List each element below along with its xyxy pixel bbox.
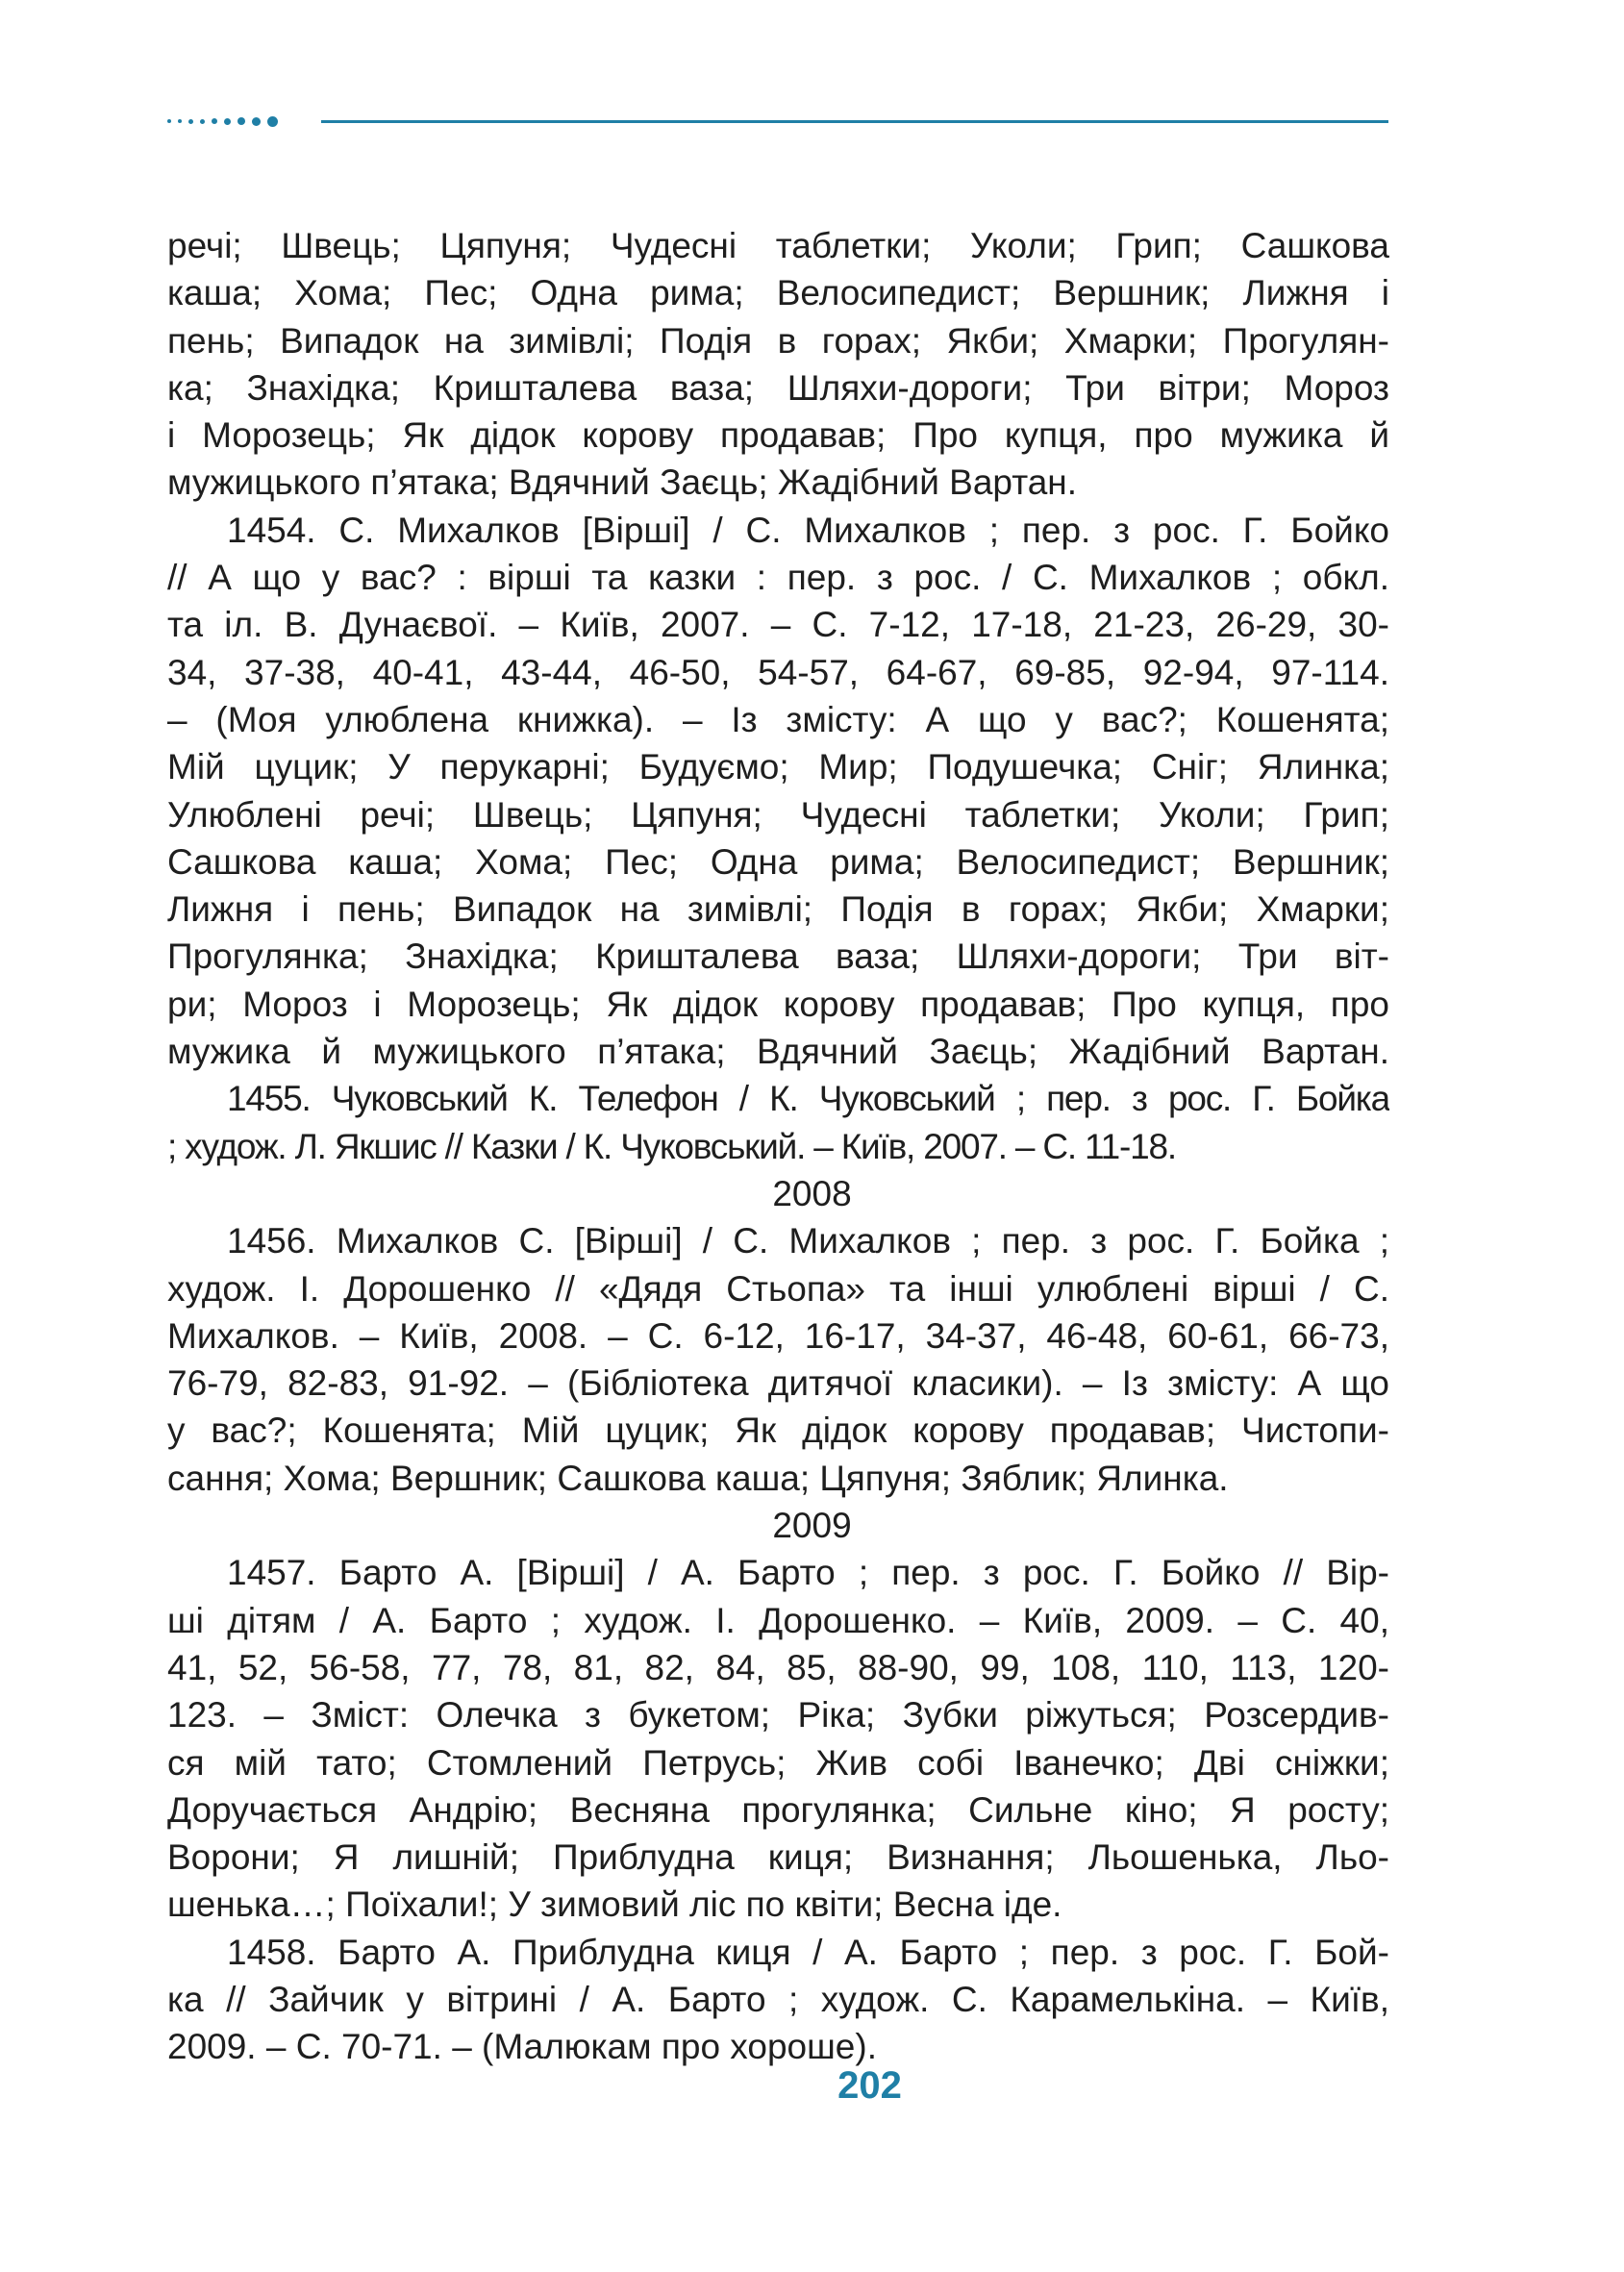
- text-line: // А що у вас? : вірші та казки : пер. з рос. / С. Михалков ; обкл.: [167, 558, 1389, 598]
- header-dot: [188, 119, 193, 124]
- page-number: 202: [837, 2064, 902, 2107]
- text-line: 34, 37-38, 40-41, 43-44, 46-50, 54-57, 64-67, 69-85, 92-94, 97-114.: [167, 652, 1389, 692]
- header-dot: [252, 117, 261, 126]
- entry-first-line: 1454. С. Михалков [Вірші] / С. Михалков ; пер. з рос. Г. Бойко: [227, 510, 1389, 550]
- text-line: і Морозець; Як дідок корову продавав; Про купця, про мужика й: [167, 415, 1389, 456]
- text-line: та іл. В. Дунаєвої. – Київ, 2007. – С. 7-12, 17-18, 21-23, 26-29, 30-: [167, 605, 1389, 645]
- text-line: пень; Випадок на зимівлі; Подія в горах; Якби; Хмарки; Прогулян-: [167, 320, 1389, 361]
- header-dots: [167, 115, 278, 127]
- text-line: ся мій тато; Стомлений Петрусь; Жив собі Іванечко; Дві сніжки;: [167, 1742, 1389, 1783]
- text-line: ри; Мороз і Морозець; Як дідок корову продавав; Про купця, про: [167, 984, 1389, 1024]
- text-line: худож. І. Дорошенко // «Дядя Стьопа» та інші улюблені вірші / С.: [167, 1268, 1389, 1309]
- text-line: Сашкова каша; Хома; Пес; Одна рима; Велосипедист; Вершник;: [167, 841, 1389, 882]
- text-line: ка // Зайчик у вітрині / А. Барто ; худож. С. Карамелькіна. – Київ,: [167, 1979, 1389, 2019]
- text-line: 76-79, 82-83, 91-92. – (Бібліотека дитячої класики). – Із змісту: А що: [167, 1363, 1389, 1404]
- bibliography-text: [167, 222, 1389, 2071]
- header-dot: [212, 118, 217, 124]
- header-dot: [224, 118, 231, 125]
- header-dot: [167, 119, 171, 123]
- text-line: Мій цуцик; У перукарні; Будуємо; Мир; Подушечка; Сніг; Ялинка;: [167, 747, 1389, 787]
- year-heading: 2008: [772, 1173, 852, 1213]
- text-line: Ворони; Я лишній; Приблудна киця; Визнання; Льошенька, Льо-: [167, 1837, 1389, 1878]
- text-line: Улюблені речі; Швець; Цяпуня; Чудесні таблетки; Уколи; Грип;: [167, 794, 1389, 835]
- header-line: [321, 120, 1388, 123]
- text-line: мужика й мужицького п’ятака; Вдячний Заєць; Жадібний Вартан.: [167, 1032, 1389, 1072]
- header-dot: [267, 116, 278, 127]
- text-line: Лижня і пень; Випадок на зимівлі; Подія в горах; Якби; Хмарки;: [167, 889, 1389, 930]
- text-line: – (Моя улюблена книжка). – Із змісту: А що у вас?; Кошенята;: [167, 699, 1389, 739]
- text-line: ка; Знахідка; Кришталева ваза; Шляхи-дороги; Три вітри; Мороз: [167, 367, 1389, 408]
- text-line: Прогулянка; Знахідка; Кришталева ваза; Шляхи-дороги; Три віт-: [167, 936, 1389, 977]
- text-line: 123. – Зміст: Олечка з букетом; Ріка; Зубки ріжуться; Розсердив-: [167, 1695, 1389, 1735]
- text-line: у вас?; Кошенята; Мій цуцик; Як дідок корову продавав; Чистопи-: [167, 1411, 1389, 1451]
- text-line: ші дітям / А. Барто ; худож. І. Дорошенко. – Київ, 2009. – С. 40,: [167, 1600, 1389, 1640]
- header-rule: [167, 115, 1388, 127]
- header-dot: [178, 119, 182, 123]
- header-dot: [237, 117, 245, 125]
- entry-first-line: 1457. Барто А. [Вірші] / А. Барто ; пер. з рос. Г. Бойко // Вір-: [227, 1553, 1389, 1593]
- entry-first-line: 1455. Чуковський К. Телефон / К. Чуковський ; пер. з рос. Г. Бойка: [227, 1079, 1389, 1119]
- text-line: 41, 52, 56-58, 77, 78, 81, 82, 84, 85, 88-90, 99, 108, 110, 113, 120-: [167, 1647, 1389, 1687]
- entry-first-line: 1456. Михалков С. [Вірші] / С. Михалков ; пер. з рос. Г. Бойка ;: [227, 1221, 1389, 1261]
- text-line: сання; Хома; Вершник; Сашкова каша; Цяпуня; Зяблик; Ялинка.: [167, 1458, 1229, 1498]
- text-line: шенька…; Поїхали!; У зимовий ліс по квіти; Весна іде.: [167, 1885, 1062, 1925]
- year-heading: 2009: [772, 1506, 852, 1546]
- text-line: 2009. – С. 70-71. – (Малюкам про хороше).: [167, 2027, 877, 2067]
- text-line: Михалков. – Київ, 2008. – С. 6-12, 16-17, 34-37, 46-48, 60-61, 66-73,: [167, 1315, 1389, 1356]
- text-line: речі; Швець; Цяпуня; Чудесні таблетки; Уколи; Грип; Сашкова: [167, 226, 1389, 265]
- text-line: мужицького п’ятака; Вдячний Заєць; Жадібний Вартан.: [167, 462, 1078, 503]
- text-line: Доручається Андрію; Весняна прогулянка; Сильне кіно; Я росту;: [167, 1789, 1389, 1830]
- text-line: ; худож. Л. Якшис // Казки / К. Чуковський. – Київ, 2007. – С. 11-18.: [167, 1126, 1176, 1166]
- header-dot: [200, 119, 205, 124]
- text-line: каша; Хома; Пес; Одна рима; Велосипедист; Вершник; Лижня і: [167, 273, 1389, 313]
- entry-first-line: 1458. Барто А. Приблудна киця / А. Барто ; пер. з рос. Г. Бой-: [227, 1932, 1389, 1972]
